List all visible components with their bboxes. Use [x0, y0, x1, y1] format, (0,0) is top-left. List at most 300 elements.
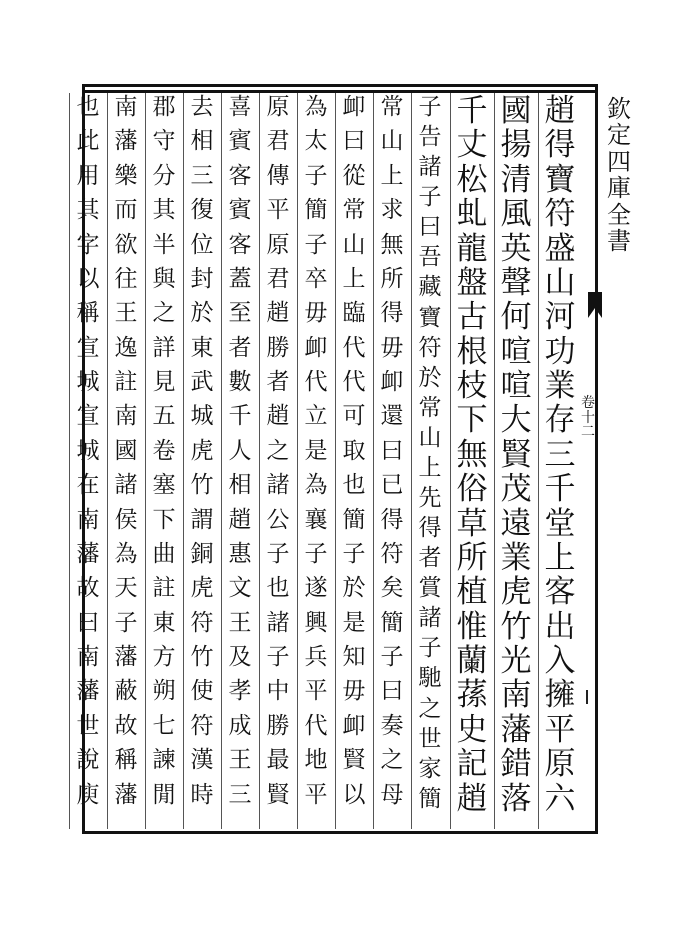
glyph: 寶	[418, 304, 442, 331]
glyph: 上	[380, 162, 404, 189]
volume-label-char: 十	[581, 409, 595, 426]
glyph: 於	[190, 300, 214, 327]
column-rule	[259, 93, 260, 829]
glyph: 趙	[266, 403, 290, 430]
glyph: 藩	[114, 644, 138, 670]
glyph: 字	[76, 231, 100, 258]
glyph: 藩	[76, 678, 100, 705]
glyph: 王	[114, 300, 138, 327]
glyph: 兵	[304, 644, 328, 670]
glyph: 英	[500, 230, 532, 267]
glyph: 其	[152, 197, 176, 224]
column-rule	[538, 93, 539, 829]
glyph: 之	[418, 695, 442, 722]
glyph: 矣	[380, 575, 404, 602]
glyph: 奏	[380, 712, 404, 739]
glyph: 記	[456, 746, 488, 783]
glyph: 也	[76, 94, 100, 120]
glyph: 者	[418, 545, 442, 572]
glyph: 擁	[544, 677, 576, 714]
glyph: 之	[266, 437, 290, 464]
glyph: 郡	[152, 94, 176, 120]
glyph: 遂	[304, 575, 328, 602]
glyph: 惠	[228, 540, 252, 567]
glyph: 虎	[500, 574, 532, 611]
glyph: 所	[456, 539, 488, 576]
glyph: 去	[190, 94, 214, 120]
glyph: 符	[544, 196, 576, 233]
column-rule	[69, 93, 70, 829]
glyph: 千	[544, 471, 576, 508]
book-title-char: 全	[607, 200, 631, 229]
glyph: 枝	[456, 368, 488, 404]
volume-label-char: 二	[581, 424, 595, 441]
glyph: 代	[304, 369, 328, 395]
glyph: 註	[114, 369, 138, 395]
glyph: 千	[456, 93, 488, 129]
glyph: 山	[544, 264, 576, 301]
glyph: 半	[152, 231, 176, 258]
glyph: 是	[304, 437, 328, 464]
glyph: 樂	[114, 162, 138, 189]
glyph: 毋	[342, 678, 366, 705]
glyph: 趙	[266, 300, 290, 327]
column-rule	[107, 93, 108, 829]
book-title-char: 定	[607, 121, 631, 150]
text-column-10	[185, 96, 219, 826]
glyph: 原	[544, 746, 576, 783]
glyph: 世	[76, 712, 100, 739]
glyph: 俗	[456, 471, 488, 508]
glyph: 子	[304, 162, 328, 189]
glyph: 王	[228, 747, 252, 774]
glyph: 文	[228, 575, 252, 602]
glyph: 蘭	[456, 643, 488, 679]
glyph: 子	[418, 184, 442, 211]
glyph: 諸	[266, 472, 290, 499]
glyph: 曰	[380, 678, 404, 705]
glyph: 符	[380, 540, 404, 567]
glyph: 庾	[76, 781, 100, 808]
glyph: 常	[380, 94, 404, 120]
glyph: 南	[76, 644, 100, 670]
glyph: 母	[380, 781, 404, 808]
column-rule	[450, 93, 451, 829]
glyph: 下	[456, 402, 488, 439]
glyph: 曰	[342, 128, 366, 155]
glyph: 代	[342, 334, 366, 361]
glyph: 君	[266, 265, 290, 292]
text-column-9	[223, 96, 257, 826]
glyph: 惟	[456, 608, 488, 645]
glyph: 之	[380, 747, 404, 774]
glyph: 者	[228, 334, 252, 361]
column-rule	[411, 93, 412, 829]
glyph: 諫	[152, 747, 176, 774]
glyph: 為	[304, 94, 328, 120]
column-rule	[335, 93, 336, 829]
glyph: 天	[114, 575, 138, 602]
text-column-3	[452, 93, 492, 826]
glyph: 南	[500, 677, 532, 714]
glyph: 東	[152, 609, 176, 636]
glyph: 勝	[266, 334, 290, 361]
gutter-book-title	[606, 96, 632, 254]
glyph: 三	[190, 162, 214, 189]
glyph: 三	[228, 781, 252, 808]
gutter-volume	[578, 396, 598, 440]
glyph: 客	[228, 231, 252, 258]
glyph: 也	[266, 575, 290, 602]
glyph: 上	[418, 454, 442, 481]
glyph: 臨	[342, 300, 366, 327]
glyph: 根	[456, 333, 488, 370]
glyph: 得	[418, 515, 442, 542]
book-title-char: 庫	[607, 174, 631, 203]
glyph: 山	[418, 424, 442, 451]
glyph: 稱	[114, 747, 138, 774]
text-column-1	[540, 93, 580, 826]
glyph: 史	[456, 711, 488, 748]
glyph: 其	[76, 197, 100, 224]
glyph: 六	[544, 780, 576, 817]
glyph: 方	[152, 644, 176, 670]
glyph: 世	[418, 725, 442, 752]
glyph: 得	[380, 506, 404, 533]
glyph: 至	[228, 300, 252, 327]
column-rule	[373, 93, 374, 829]
glyph: 國	[500, 93, 532, 129]
glyph: 山	[380, 128, 404, 155]
glyph: 孝	[228, 678, 252, 705]
glyph: 虎	[190, 437, 214, 464]
glyph: 曰	[380, 437, 404, 464]
glyph: 傳	[266, 162, 290, 189]
glyph: 代	[304, 712, 328, 739]
glyph: 簡	[304, 197, 328, 224]
glyph: 平	[304, 781, 328, 808]
glyph: 此	[76, 128, 100, 155]
glyph: 以	[342, 781, 366, 808]
glyph: 落	[500, 780, 532, 817]
glyph: 武	[190, 369, 214, 395]
glyph: 王	[228, 609, 252, 636]
glyph: 宣	[76, 334, 100, 361]
glyph: 稱	[76, 300, 100, 327]
glyph: 功	[544, 333, 576, 370]
glyph: 業	[544, 368, 576, 404]
glyph: 諸	[114, 472, 138, 499]
glyph: 曲	[152, 540, 176, 567]
glyph: 揚	[500, 127, 532, 164]
glyph: 是	[342, 609, 366, 636]
glyph: 公	[266, 506, 290, 533]
glyph: 賢	[500, 436, 532, 473]
glyph: 趙	[456, 780, 488, 817]
glyph: 平	[304, 678, 328, 705]
glyph: 存	[544, 402, 576, 439]
glyph: 竹	[190, 644, 214, 670]
glyph: 七	[152, 712, 176, 739]
glyph: 及	[228, 644, 252, 670]
glyph: 符	[190, 609, 214, 636]
glyph: 取	[342, 437, 366, 464]
glyph: 三	[544, 436, 576, 473]
glyph: 故	[76, 575, 100, 602]
page-edge-mark	[586, 690, 598, 704]
glyph: 無	[456, 436, 488, 473]
glyph: 曰	[76, 609, 100, 636]
glyph: 喧	[500, 368, 532, 404]
glyph: 吾	[418, 244, 442, 271]
glyph: 用	[76, 162, 100, 189]
glyph: 立	[304, 403, 328, 430]
glyph: 而	[114, 197, 138, 224]
glyph: 謂	[190, 506, 214, 533]
glyph: 於	[342, 575, 366, 602]
glyph: 賢	[266, 781, 290, 808]
glyph: 往	[114, 265, 138, 292]
text-column-13	[71, 96, 105, 826]
glyph: 南	[76, 506, 100, 533]
glyph: 毋	[380, 334, 404, 361]
glyph: 興	[304, 609, 328, 636]
glyph: 知	[342, 644, 366, 670]
glyph: 卒	[304, 265, 328, 292]
glyph: 得	[380, 300, 404, 327]
glyph: 蓀	[456, 677, 488, 714]
glyph: 聲	[500, 264, 532, 301]
glyph: 相	[228, 472, 252, 499]
glyph: 可	[342, 403, 366, 430]
text-column-7	[299, 96, 333, 826]
glyph: 古	[456, 299, 488, 336]
glyph: 下	[152, 506, 176, 533]
glyph: 藩	[76, 540, 100, 567]
glyph: 盛	[544, 230, 576, 267]
glyph: 藩	[500, 711, 532, 748]
glyph: 相	[190, 128, 214, 155]
glyph: 喧	[500, 333, 532, 370]
text-column-6	[337, 96, 371, 826]
glyph: 數	[228, 369, 252, 395]
glyph: 塞	[152, 472, 176, 499]
glyph: 子	[418, 635, 442, 662]
glyph: 勝	[266, 712, 290, 739]
glyph: 符	[190, 712, 214, 739]
glyph: 堂	[544, 505, 576, 542]
glyph: 子	[114, 609, 138, 636]
glyph: 常	[342, 197, 366, 224]
glyph: 所	[380, 265, 404, 292]
glyph: 遠	[500, 505, 532, 542]
glyph: 清	[500, 161, 532, 198]
glyph: 人	[228, 437, 252, 464]
glyph: 賓	[228, 197, 252, 224]
glyph: 諸	[266, 609, 290, 636]
glyph: 子	[380, 644, 404, 670]
glyph: 銅	[190, 540, 214, 567]
glyph: 光	[500, 643, 532, 679]
column-rule	[494, 93, 495, 829]
glyph: 諸	[418, 154, 442, 181]
glyph: 藏	[418, 274, 442, 301]
text-column-8	[261, 96, 295, 826]
glyph: 入	[544, 643, 576, 679]
glyph: 竹	[500, 608, 532, 645]
glyph: 封	[190, 265, 214, 292]
glyph: 子	[266, 540, 290, 567]
glyph: 國	[114, 437, 138, 464]
glyph: 中	[266, 678, 290, 705]
glyph: 註	[152, 575, 176, 602]
glyph: 客	[228, 162, 252, 189]
glyph: 業	[500, 539, 532, 576]
column-rule	[183, 93, 184, 829]
glyph: 求	[380, 197, 404, 224]
glyph: 何	[500, 299, 532, 336]
fish-tail-mark-icon	[588, 292, 602, 318]
glyph: 城	[190, 403, 214, 430]
glyph: 簡	[418, 785, 442, 812]
glyph: 卹	[304, 334, 328, 361]
glyph: 趙	[544, 93, 576, 129]
glyph: 在	[76, 472, 100, 499]
glyph: 藩	[114, 781, 138, 808]
glyph: 平	[544, 711, 576, 748]
glyph: 喜	[228, 94, 252, 120]
glyph: 先	[418, 485, 442, 512]
glyph: 曰	[418, 214, 442, 241]
glyph: 最	[266, 747, 290, 774]
book-title-char: 欽	[607, 95, 631, 123]
column-rule	[145, 93, 146, 829]
glyph: 之	[152, 300, 176, 327]
glyph: 子	[304, 231, 328, 258]
glyph: 賞	[418, 575, 442, 602]
glyph: 卷	[152, 437, 176, 464]
column-rule	[297, 93, 298, 829]
glyph: 竹	[190, 472, 214, 499]
glyph: 千	[228, 403, 252, 430]
glyph: 分	[152, 162, 176, 189]
text-column-2	[496, 93, 536, 826]
glyph: 成	[228, 712, 252, 739]
glyph: 太	[304, 128, 328, 155]
glyph: 見	[152, 369, 176, 395]
glyph: 寶	[544, 161, 576, 198]
glyph: 南	[114, 94, 138, 120]
glyph: 馳	[418, 665, 442, 692]
glyph: 原	[266, 94, 290, 120]
glyph: 上	[342, 265, 366, 292]
glyph: 五	[152, 403, 176, 430]
glyph: 趙	[228, 506, 252, 533]
glyph: 位	[190, 231, 214, 258]
glyph: 丈	[456, 127, 488, 164]
glyph: 故	[114, 712, 138, 739]
column-rule	[221, 93, 222, 829]
glyph: 無	[380, 231, 404, 258]
glyph: 說	[76, 747, 100, 774]
glyph: 守	[152, 128, 176, 155]
glyph: 植	[456, 574, 488, 611]
glyph: 常	[418, 394, 442, 421]
book-title-char: 四	[607, 147, 631, 176]
glyph: 從	[342, 162, 366, 189]
glyph: 松	[456, 161, 488, 198]
glyph: 草	[456, 505, 488, 542]
glyph: 子	[266, 644, 290, 670]
glyph: 城	[76, 369, 100, 395]
glyph: 為	[114, 540, 138, 567]
text-column-11	[147, 96, 181, 826]
glyph: 蔽	[114, 678, 138, 705]
glyph: 賓	[228, 128, 252, 155]
glyph: 還	[380, 403, 404, 430]
glyph: 虎	[190, 575, 214, 602]
glyph: 城	[76, 437, 100, 464]
glyph: 大	[500, 402, 532, 439]
book-title-char: 書	[607, 226, 631, 255]
glyph: 河	[544, 299, 576, 336]
glyph: 卹	[342, 712, 366, 739]
glyph: 以	[76, 265, 100, 292]
glyph: 出	[544, 608, 576, 645]
glyph: 漢	[190, 747, 214, 774]
glyph: 上	[544, 539, 576, 576]
volume-label-char: 卷	[581, 395, 595, 411]
glyph: 山	[342, 231, 366, 258]
glyph: 者	[266, 369, 290, 395]
glyph: 藩	[114, 128, 138, 155]
glyph: 朔	[152, 678, 176, 705]
glyph: 龍	[456, 230, 488, 267]
glyph: 已	[380, 472, 404, 499]
text-column-12	[109, 96, 143, 826]
glyph: 簡	[380, 609, 404, 636]
glyph: 虬	[456, 196, 488, 233]
glyph: 子	[304, 540, 328, 567]
glyph: 與	[152, 265, 176, 292]
glyph: 襄	[304, 506, 328, 533]
glyph: 平	[266, 197, 290, 224]
glyph: 地	[304, 747, 328, 774]
glyph: 告	[418, 124, 442, 151]
glyph: 代	[342, 369, 366, 395]
glyph: 子	[342, 540, 366, 567]
glyph: 原	[266, 231, 290, 258]
glyph: 使	[190, 678, 214, 705]
glyph: 盤	[456, 264, 488, 301]
glyph: 閒	[152, 781, 176, 808]
glyph: 賢	[342, 747, 366, 774]
glyph: 欲	[114, 231, 138, 258]
glyph: 符	[418, 334, 442, 361]
glyph: 簡	[342, 506, 366, 533]
glyph: 蓋	[228, 265, 252, 292]
text-column-4	[413, 96, 447, 826]
glyph: 侯	[114, 506, 138, 533]
glyph: 子	[418, 94, 442, 120]
glyph: 卹	[380, 369, 404, 395]
glyph: 東	[190, 334, 214, 361]
glyph: 復	[190, 197, 214, 224]
glyph: 得	[544, 127, 576, 164]
text-column-5	[375, 96, 409, 826]
glyph: 也	[342, 472, 366, 499]
glyph: 君	[266, 128, 290, 155]
